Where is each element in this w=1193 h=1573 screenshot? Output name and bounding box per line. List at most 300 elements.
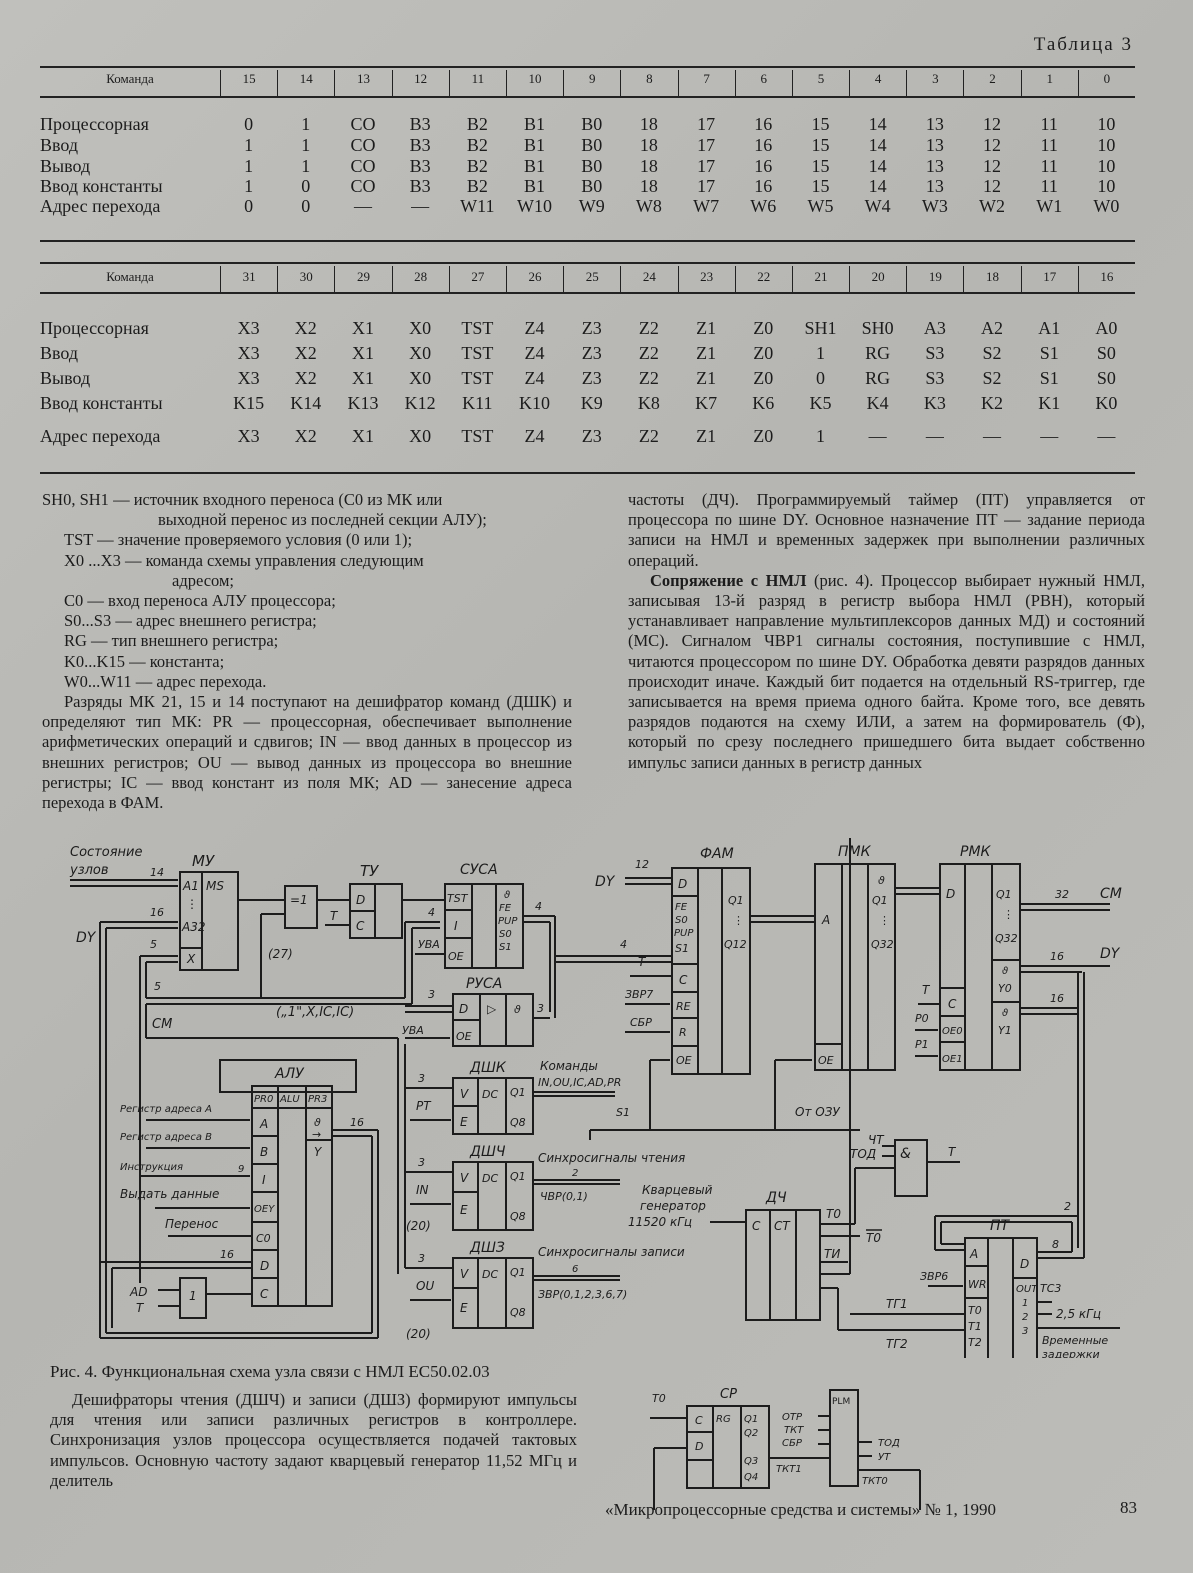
table-cell: S3 [925,343,945,363]
label: T0 [866,1231,881,1245]
pin: PR0 [254,1094,274,1105]
column-header: 22 [736,266,793,294]
pt-title: ПТ [990,1218,1010,1234]
table-cell: X0 [409,426,432,446]
table-cell: K15 [233,393,265,413]
table-cell: X2 [294,368,317,388]
table-cell: S2 [982,368,1002,388]
pin: T1 [968,1320,982,1333]
pin: CT [774,1219,790,1233]
table-caption: Таблица 3 [1033,34,1133,55]
label: (20) [406,1219,431,1233]
table-cell: — [983,426,1002,446]
table-cell: X3 [237,318,260,338]
table-cell: B1 [524,156,546,176]
pin: OEY [254,1204,275,1215]
label: ЗВР7 [625,988,654,1001]
block-pmk [815,844,895,1070]
block-dshk [453,1060,533,1134]
label: Синхросигналы записи [538,1245,685,1259]
table-cell: A2 [981,318,1004,338]
block-tu [350,862,402,938]
table-cell: A1 [1038,318,1061,338]
table-cell: K10 [519,393,551,413]
pin: S1 [675,942,689,955]
table-cell: 12 [983,135,1002,155]
table-cell: 1 [301,156,311,176]
legend-entry [42,490,572,510]
legend-entry [42,530,572,550]
table-cell: K13 [347,393,379,413]
pin: E [460,1301,468,1315]
rule [40,66,1135,68]
label: 4 [620,938,627,951]
label: 3 [418,1072,425,1085]
table-cell: 1 [301,114,311,134]
pin: Q3 [744,1456,759,1467]
sr-title: СР [720,1387,737,1402]
column-header: 2 [964,70,1021,98]
label: ТГ1 [886,1297,908,1311]
column-header: 5 [793,70,850,98]
table-cell: 17 [697,176,716,196]
label: T [136,1301,144,1315]
pin: OE0 [942,1026,963,1037]
table-cell: K6 [752,393,775,413]
table-cell: — [1097,426,1116,446]
label: 2,5 кГц [1056,1307,1101,1321]
dshch-title: ДШЧ [470,1144,506,1160]
pin: Q8 [510,1306,526,1319]
column-header: 7 [679,70,736,98]
pin: A [260,1117,269,1131]
table-cell: 10 [1097,156,1116,176]
table-cell: X1 [351,343,374,363]
label: Выдать данные [120,1187,220,1201]
pin: D [260,1259,270,1273]
table-cell: — [411,196,430,216]
pin: ϑ [514,1003,521,1016]
table-row [40,368,1135,389]
label: 11520 кГц [628,1215,693,1229]
label: (20) [406,1327,431,1341]
row-label: Вывод [40,368,91,388]
table-cell: K12 [404,393,436,413]
tu-title: ТУ [360,862,379,880]
table-cell: Z1 [696,318,717,338]
table-row [40,196,1135,217]
dshk-title: ДШК [470,1060,506,1076]
block-and [895,1140,927,1196]
block-pt [965,1218,1038,1358]
table-cell: TST [461,426,494,446]
pin: V [460,1087,469,1101]
label: ЗВР6 [920,1270,949,1283]
table-cell: S0 [1096,368,1116,388]
journal-footer: «Микропроцессорные средства и системы» № 1, 1990 [605,1500,997,1519]
row-label: Ввод [40,135,79,155]
table-cell: 12 [983,176,1002,196]
label: УВА [418,938,440,951]
legend-term: C0 [64,591,84,611]
paragraph-nml-text: (рис. 4). Процессор выбирает нужный НМЛ, записывая 13-й разряд в регистр выбора НМЛ (РВН), который устанавливает направление мультиплексоров данных МД) и состояний (МС). Сигналом ЧВР1 сигналы состояния, поступившие с НМЛ, читаются процессором по шине DY. Обработка девяти разрядов данных происходит иначе. Каждый бит подается на отдельный RS-триггер, где записывается на время приема одного байта. Кроме того, все девять разрядов подаются на схему ИЛИ, а затем на формирователь (Ф), который по срезу последнего пришедшего бита выдает собственно импульс записи данных в регистр данных [628,570,1145,772]
block-alu [220,1060,356,1306]
pin: R [679,1026,687,1039]
column-header: 10 [507,70,564,98]
pin: PUP [498,916,518,927]
table-cell: W6 [750,196,777,216]
table-cell: B3 [409,156,431,176]
table-cell: 13 [925,114,944,134]
table-cell: CO [350,156,376,176]
pin: Q1 [510,1170,526,1183]
block-susa [445,862,523,968]
label: 32 [1055,888,1069,901]
label: P0 [915,1012,929,1025]
pin: Q1 [996,888,1012,901]
label: ЧТ [868,1133,884,1147]
table-cell: K5 [809,393,832,413]
table-cell: B2 [466,135,488,155]
label: ТКТ0 [862,1476,888,1487]
fam-title: ФАМ [700,846,734,862]
sr-plm-diagram [640,1370,960,1510]
pin: ⋮ [733,914,744,927]
table-cell: X0 [409,343,432,363]
legend-entry [42,551,572,571]
table-cell: SH1 [804,318,837,338]
block-plm [830,1390,858,1486]
table-cell: B0 [581,135,603,155]
pin: S0 [499,929,512,940]
table-cell: K7 [695,393,718,413]
legend-term: S0...S3 [64,611,112,631]
table-cell: X2 [294,426,317,446]
pin: Q8 [510,1210,526,1223]
pin: 3 [1022,1326,1029,1337]
pin: A32 [182,920,206,934]
pin: RG [716,1414,731,1425]
label: T0 [826,1207,841,1221]
label: Временные [1042,1334,1109,1347]
pin: C [679,973,688,987]
column-header: 21 [793,266,850,294]
pin: ϑ [1002,1008,1009,1019]
label: PT [416,1099,431,1113]
column-header: 0 [1103,71,1111,86]
label: СБР [782,1438,802,1449]
table-cell: 12 [983,114,1002,134]
label: T0 [652,1392,666,1405]
pmk-title: ПМК [838,844,871,860]
pin: PUP [674,928,694,939]
table-cell: Z1 [696,343,717,363]
label: СБР [630,1016,652,1029]
table-cell: Z1 [696,368,717,388]
legend-term: X0 ...X3 [64,550,121,570]
label: ТОД [878,1438,900,1449]
column-header: 6 [736,70,793,98]
header-label: Команда [40,266,221,294]
label: 3 [428,988,435,1001]
section-heading: Сопряжение с НМЛ [650,570,807,590]
label: Регистр адреса A [120,1104,212,1115]
column-header: 17 [1022,266,1079,294]
label: узлов [70,863,109,878]
table-cell: 10 [1097,135,1116,155]
pin: C [260,1287,269,1301]
table-cell: X3 [237,368,260,388]
label: AD [130,1285,148,1299]
table-cell: — [353,196,372,216]
pin: D [678,877,688,891]
pin: OE [676,1054,692,1067]
paragraph-nml [628,571,1145,773]
figure-4-diagram [60,838,1150,1358]
table-cell: Z0 [753,426,774,446]
column-header: 30 [278,266,335,294]
column-header: 15 [221,70,278,98]
row-label: Адрес перехода [40,196,161,216]
label: 14 [150,866,164,879]
table-cell: B3 [409,176,431,196]
table-cell: S2 [982,343,1002,363]
label: 3 [418,1156,425,1169]
legend-entry [42,631,572,651]
table-cell: 0 [244,114,254,134]
label: ЧВР(0,1) [540,1190,588,1203]
and-title: & [900,1146,911,1162]
pin: Q32 [995,932,1018,945]
table-cell: RG [865,343,891,363]
label: IN [416,1183,429,1197]
pin: D [946,887,956,901]
table-row [40,176,1135,197]
pin: C [356,919,365,933]
table-cell: 1 [244,156,254,176]
pin: Q1 [510,1086,526,1099]
paragraph-mk-bits: Разряды МК 21, 15 и 14 поступают на дешифратор команд (ДШК) и определяют тип МК: PR — процессорная, обеспечивает выполнение арифметических операций и сдвигов; IN — ввод данных в процессор из внешних регистров; OU — вывод данных из процессора во внешние регистры; IC — ввод констант из поля МК; AD — занесение адреса перехода в ФАМ. [42,692,572,813]
table-cell: 1 [815,426,825,446]
table-cell: K11 [462,393,493,413]
table-cell: S0 [1096,343,1116,363]
label: 5 [154,980,161,993]
table-header [40,70,1135,98]
table-cell: B2 [466,156,488,176]
label: 9 [238,1164,245,1175]
table-cell: 14 [868,114,887,134]
table-cell: 16 [754,135,773,155]
label: 16 [220,1248,234,1261]
pin: 2 [1022,1312,1029,1323]
table-cell: Z2 [638,343,659,363]
block-or [180,1278,206,1318]
block-sr [687,1387,769,1488]
table-cell: B2 [466,176,488,196]
table-cell: W8 [635,196,662,216]
pin: C [752,1219,761,1233]
table-cell: 0 [301,196,311,216]
label: Состояние [70,845,143,860]
block-rmk [940,844,1020,1070]
pin: E [460,1203,468,1217]
table-cell: S1 [1039,343,1059,363]
table-cell: Z3 [581,343,602,363]
pin: ϑ [504,890,511,901]
label: T [330,909,338,923]
or-title: 1 [189,1289,197,1303]
bus-state [69,845,178,951]
table-cell: TST [461,343,494,363]
pin: C0 [256,1232,271,1245]
column-header: 23 [679,266,736,294]
label: ТКТ [784,1425,804,1436]
table-cell: Z2 [638,426,659,446]
table-cell: SH0 [861,318,894,338]
label: 4 [428,906,435,919]
table-row [40,135,1135,156]
label: 2 [572,1168,579,1179]
legend-entry [42,611,572,631]
table-cell: B0 [581,156,603,176]
table-part-1 [40,62,1135,247]
label: 5 [150,938,157,951]
table-cell: Z0 [753,318,774,338]
label: S1 [616,1106,630,1119]
pin: D [459,1002,469,1016]
row-label: Вывод [40,156,91,176]
table-cell: X3 [237,426,260,446]
table-cell: 10 [1097,114,1116,134]
table-cell: 14 [868,176,887,196]
table-cell: — [1040,426,1059,446]
pin: OE [456,1030,472,1043]
column-header: 25 [564,266,621,294]
table-cell: K2 [981,393,1004,413]
table-cell: Z3 [581,368,602,388]
pin: E [460,1115,468,1129]
table-cell: CO [350,135,376,155]
column-header: 16 [1100,269,1114,284]
pin: V [460,1171,469,1185]
table-row [40,156,1135,177]
legend-desc: — константа; [129,651,225,671]
label: ТКТ1 [776,1464,802,1475]
table-row [40,114,1135,135]
table-cell: W10 [517,196,553,216]
pin: ⋮ [879,914,890,927]
pin: OUT [1016,1284,1038,1295]
table-cell: B0 [581,114,603,134]
pin: C [948,997,957,1011]
dshz-title: ДШЗ [470,1240,505,1256]
legend-desc: — адрес внешнего регистра; [115,611,317,631]
table-cell: W5 [807,196,834,216]
left-column [42,490,572,813]
column-header: 20 [850,266,907,294]
label: TC3 [1040,1282,1062,1295]
table-cell: 11 [1040,176,1058,196]
table-cell: 18 [639,135,658,155]
pin: A [822,913,831,927]
table-cell: Z3 [581,426,602,446]
legend-desc: — вход переноса АЛУ процессора; [87,591,336,611]
table-cell: CO [350,114,376,134]
label: ОТР [782,1412,803,1423]
legend-term: RG [64,631,87,651]
label: ЗВР(0,1,2,3,6,7) [538,1288,628,1301]
table-cell: X2 [294,318,317,338]
pin: OE [448,950,464,963]
label: 3 [537,1002,544,1015]
column-header: 8 [621,70,678,98]
pin: Q1 [872,894,888,907]
rule [40,292,1135,294]
table-cell: W7 [693,196,720,216]
pin: RE [676,1000,691,1013]
pin: Q8 [510,1116,526,1129]
table-cell: K9 [580,393,603,413]
table-cell: 0 [815,368,825,388]
pin: D [1020,1257,1030,1271]
rule [40,96,1135,98]
table-row [40,426,1135,447]
table-cell: 16 [754,156,773,176]
pin: ⋮ [186,897,198,911]
label: Инструкция [120,1162,183,1173]
table-cell: TST [461,318,494,338]
table-cell: S1 [1039,368,1059,388]
pin: I [454,919,458,933]
legend-desc: — команда схемы управления следующим [124,550,424,570]
pin: 1 [1022,1298,1029,1309]
table-cell: X1 [351,368,374,388]
table-cell: K0 [1095,393,1118,413]
pin: D [356,893,366,907]
table-cell: 13 [925,135,944,155]
label: 2 [1064,1200,1071,1213]
block-rusa [453,976,533,1046]
table-cell: 17 [697,156,716,176]
label: Регистр адреса B [120,1132,212,1143]
table-cell: — [925,426,944,446]
pin: Q12 [724,938,747,951]
column-header: 4 [850,70,907,98]
label: Синхросигналы чтения [538,1151,686,1165]
label: DY [1100,946,1120,962]
column-header: 28 [393,266,450,294]
table-cell: X1 [351,318,374,338]
pin: PR3 [308,1094,328,1105]
table-cell: Z0 [753,368,774,388]
label: 6 [572,1264,579,1275]
rule [40,472,1135,474]
pin: B [260,1145,269,1159]
table-cell: 18 [639,114,658,134]
table-header [40,266,1135,294]
label: ТГ2 [886,1337,908,1351]
paragraph-decoders: Дешифраторы чтения (ДШЧ) и записи (ДШЗ) формируют импульсы для чтения или записи различных регистров в контроллере. Синхронизация узлов процессора осуществляется подачей тактовых импульсов. Основную частоту задают кварцевый генератор 11,52 МГц и делитель [50,1390,577,1490]
column-header: 13 [335,70,392,98]
table-cell: 16 [754,176,773,196]
xor-title: =1 [290,893,308,907]
block-dch [746,1190,820,1320]
pin: Y [314,1145,322,1159]
label: ТИ [824,1247,841,1261]
label: 12 [635,858,649,871]
row-label: Процессорная [40,318,149,338]
label: IN,OU,IC,AD,PR [538,1076,622,1089]
